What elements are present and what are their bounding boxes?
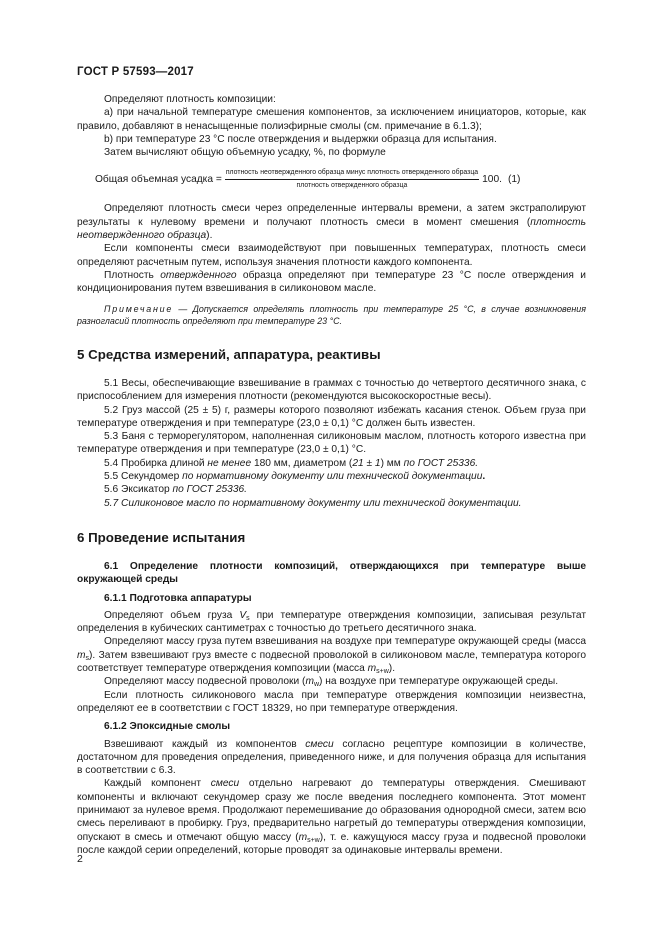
subsection-6-1-2-heading: 6.1.2 Эпоксидные смолы — [104, 721, 231, 733]
volume-paragraph: Определяют объем груза $V_s$ при температуре отверждения композиции, записывая результат определения в кубических сантиметрах с точностью до третьего десятичного знака. — [77, 609, 586, 635]
subsection-6-1-heading: 6.1 Определение плотности композиций, отверждающихся при температуре выше окружающей среды — [77, 560, 586, 586]
shrinkage-formula — [95, 168, 586, 191]
item-5-7: 5.7 Силиконовое масло по нормативному документу или технической документации. — [104, 497, 522, 509]
item-5-6: 5.6 Эксикатор по ГОСТ 25336. — [104, 484, 247, 496]
mass-paragraph: Определяют массу груза путем взвешивания на воздухе при температуре окружающей среды (масса $m_s$). Затем взвешивают груз вместе с подвесной проволокой в силиконовом масле, температура которого соответствует температуре отверждения композиции (масса $m_{s+w}$). — [77, 636, 586, 676]
formula-rhs: 100. — [482, 174, 502, 186]
extrapolation-paragraph: Определяют плотность смеси через определенные интервалы времени, а затем экстраполируют результаты к нулевому времени и получают плотность смеси в момент смешения (плотность неотвержденного образца). — [77, 203, 586, 242]
document-header: ГОСТ Р 57593—2017 — [77, 66, 194, 78]
intro-item-a: a) при начальной температуре смешения компонентов, за исключением инициаторов, которые, как правило, добавляют в ненасыщенные полиэфирные смолы (см. примечание в 6.1.3); — [77, 107, 586, 132]
item-5-4: 5.4 Пробирка длиной не менее 180 мм, диаметром (21 ± 1) мм по ГОСТ 25336. — [104, 457, 479, 469]
wire-mass-paragraph: Определяют массу подвесной проволоки $(m_w)$ на воздухе при температуре окружающей среды. — [104, 676, 559, 689]
page-number: 2 — [77, 853, 83, 865]
subsection-6-1-1-heading: 6.1.1 Подготовка аппаратуры — [104, 592, 252, 604]
mixing-paragraph: Каждый компонент смеси отдельно нагревают до температуры отверждения. Смешивают компоненты и включают секундомер сразу же после введения последнего компонента. Этот момент принимают за нулевое время. Продолжают перемешивание до образования однородной смеси, затем всю смесь переливают в пробирку. Груз, предварительно нагретый до температуры отверждения композиции, опускают в смесь и отмечают общую массу $(m_{s+w})$, т. е. кажущуюся массу груза и подвесной проволоки после каждой серии определений, которые проводят за одинаковые интервалы времени. — [77, 778, 586, 856]
formula-lhs: Общая объемная усадка = — [95, 174, 222, 186]
formula-numerator: плотность неотвержденного образца минус плотность отвержденного образца — [225, 168, 479, 180]
section-6-heading: 6 Проведение испытания — [77, 529, 246, 545]
intro-item-b: b) при температуре 23 °С после отверждения и выдержки образца для испытания. — [104, 133, 497, 145]
item-5-3: 5.3 Баня с терморегулятором, наполненная силиконовым маслом, плотность которого известна при температуре отверждения и при температуре (23,0 ± 0,1) °С. — [77, 431, 586, 456]
formula-fraction — [225, 168, 479, 191]
note-paragraph: Примечание — Допускается определять плотность при температуре 25 °С, в случае возникновения разногласий плотность определяют при температуре 23 °С. — [77, 303, 586, 326]
formula-number: (1) — [507, 174, 521, 186]
intro-paragraph: Определяют плотность композиции: — [104, 94, 276, 105]
item-5-1: 5.1 Весы, обеспечивающие взвешивание в граммах с точностью до четвертого десятичного знака, с приспособлением для измерения плотности (рекомендуются высокоскоростные весы). — [77, 377, 586, 403]
oil-density-paragraph: Если плотность силиконового масла при температуре отверждения композиции неизвестна, определяют ее в соответствии с ГОСТ 18329, но при температуре отверждения. — [77, 689, 586, 714]
weighing-paragraph: Взвешивают каждый из компонентов смеси согласно рецептуре композиции в количестве, достаточном для проведения определения, приведенного ниже, и для получения образца для испытания в соответствии с 6.3. — [77, 738, 586, 777]
intro-formula-lead: Затем вычисляют общую объемную усадку, %, по формуле — [104, 147, 386, 159]
item-5-2: 5.2 Груз массой (25 ± 5) г, размеры которого позволяют избежать касания стенок. Объем груза при температуре отверждения и при температуре (23,0 ± 0,1) °С должен быть известен. — [77, 404, 586, 429]
cured-density-paragraph: Плотность отвержденного образца определяют при температуре 23 °С после отверждения и кондиционирования путем взвешивания в силиконовом масле. — [77, 269, 586, 295]
note-label: Примечание — [104, 303, 174, 314]
calculation-paragraph: Если компоненты смеси взаимодействуют при повышенных температурах, плотность смеси определяют расчетным путем, используя значения плотности каждого компонента. — [77, 243, 586, 268]
formula-denominator: плотность отвержденного образца — [296, 182, 408, 190]
section-5-heading: 5 Средства измерений, аппаратура, реактивы — [77, 346, 381, 362]
page-content — [77, 93, 586, 857]
item-5-5: 5.5 Секундомер по нормативному документу или технической документации. — [104, 471, 486, 483]
